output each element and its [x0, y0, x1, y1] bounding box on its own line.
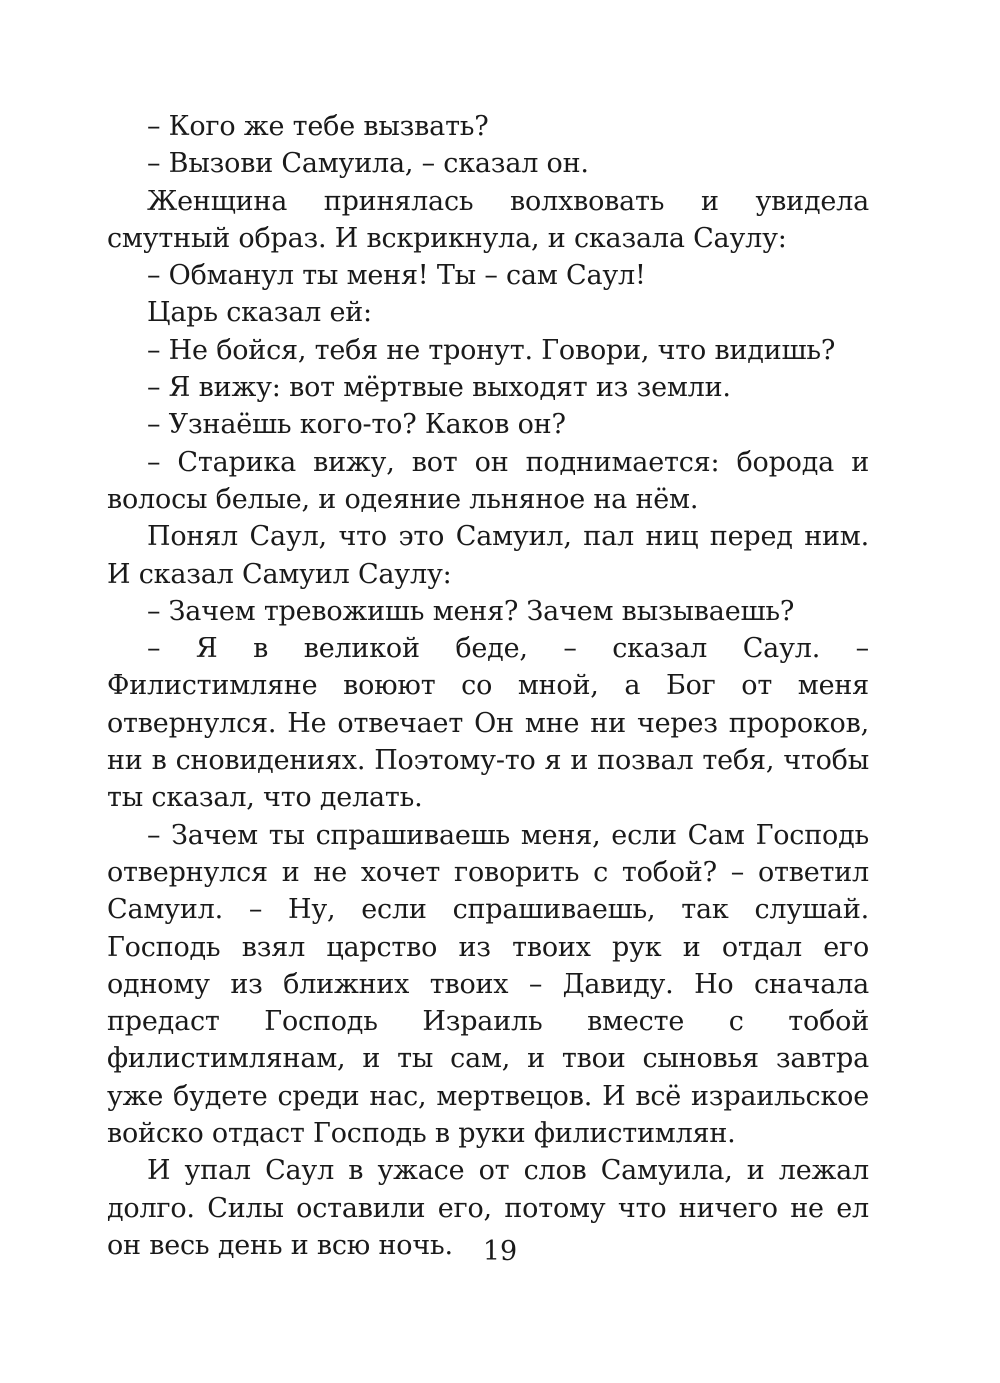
- paragraph: Царь сказал ей:: [147, 297, 372, 329]
- paragraph: Женщина принялась волхвовать и увидела смутный образ. И вскрикнула, и сказала Саулу:: [107, 185, 869, 254]
- paragraph: – Зачем ты спрашиваешь меня, если Сам Господь отвернулся и не хочет говорить с тобой? – ответил Самуил. – Ну, если спрашиваешь, так слушай. Господь взял царство из твоих рук и отдал его одному из ближних твоих – Давиду. Но сначала предаст Господь Израиль вместе с тобой филистимлянам, и ты сам, и твои сыновья завтра уже будете среди нас, мертвецов. И всё израильское войско отдаст Господь в руки филистимлян.: [107, 819, 869, 1150]
- paragraph: – Не бойся, тебя не тронут. Говори, что видишь?: [147, 334, 836, 366]
- paragraph: – Я вижу: вот мёртвые выходят из земли.: [147, 372, 731, 404]
- paragraph: – Узнаёшь кого-то? Каков он?: [147, 409, 566, 441]
- paragraph: – Я в великой беде, – сказал Саул. – Филистимляне воюют со мной, а Бог от меня отвернулся. Не отвечает Он мне ни через пророков, ни в сновидениях. Поэтому-то я и позвал тебя, чтобы ты сказал, что делать.: [107, 633, 869, 814]
- paragraph: Понял Саул, что это Самуил, пал ниц перед ним. И сказал Самуил Саулу:: [107, 521, 869, 590]
- page-number: 19: [482, 1236, 518, 1267]
- paragraph: – Вызови Самуила, – сказал он.: [147, 148, 589, 180]
- paragraph: – Зачем тревожишь меня? Зачем вызываешь?: [147, 595, 795, 627]
- paragraph: – Обманул ты меня! Ты – сам Саул!: [147, 260, 646, 292]
- body-text: [107, 108, 869, 1264]
- paragraph: И упал Саул в ужасе от слов Самуила, и лежал долго. Силы оставили его, потому что ничего не ел он весь день и всю ночь.: [107, 1155, 869, 1261]
- paragraph: – Кого же тебе вызвать?: [147, 111, 489, 142]
- paragraph: – Старика вижу, вот он поднимается: борода и волосы белые, и одеяние льняное на нём.: [107, 446, 869, 515]
